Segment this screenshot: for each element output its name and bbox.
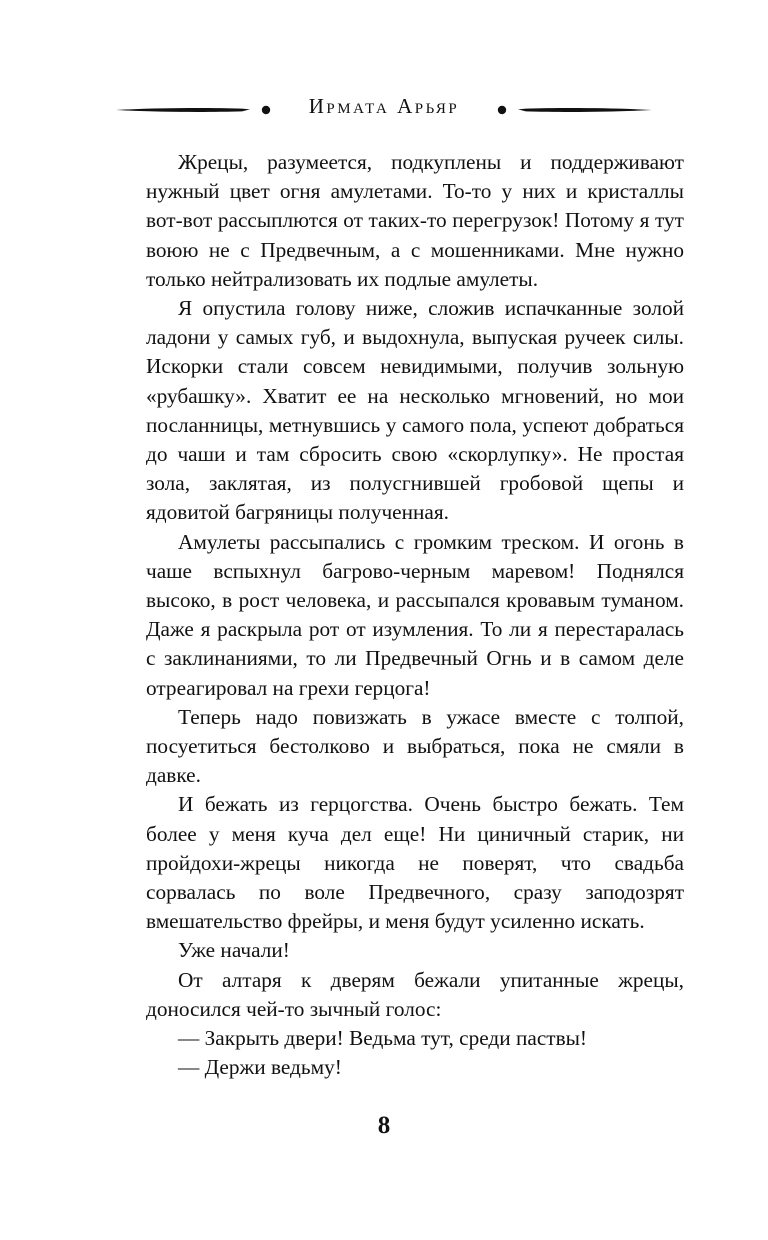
- paragraph: Уже начали!: [178, 938, 290, 963]
- paragraph: Теперь надо повизжать в ужасе вместе с толпой, посуетиться бестолково и выбраться, пока не смяли в давке.: [146, 704, 684, 788]
- header-title: Ирмата Арьяр: [308, 94, 460, 118]
- paragraph: Жрецы, разумеется, подкуплены и поддерживают нужный цвет огня амулетами. То-то у них и кристаллы вот-вот рассыплются от таких-то перегрузок! Потому я тут воюю не с Предвечным, а с мошенниками. Мне нужно только нейтрализовать их подлые амулеты.: [146, 150, 684, 291]
- paragraph: Я опустила голову ниже, сложив испачканные золой ладони у самых губ, и выдохнула, выпуская ручеек силы. Искорки стали совсем невидимыми, получив зольную «рубашку». Хватит ее на несколько мгновений, но мои посланницы, метнувшись у самого пола, успеют добраться до чаши и там сбросить свою «скорлупку». Не простая зола, заклятая, из полусгнившей гробовой щепы и ядовитой багряницы полученная.: [146, 296, 684, 525]
- body-text: [146, 148, 684, 1083]
- dialogue-line: — Держи ведьму!: [178, 1055, 342, 1080]
- right-ornament-icon: [492, 102, 652, 118]
- paragraph: Амулеты рассыпались с громким треском. И огонь в чаше вспыхнул багрово-черным маревом! Поднялся высоко, в рост человека, и рассыпался кровавым туманом. Даже я раскрыла рот от изумления. То ли я перестаралась с заклинаниями, то ли Предвечный Огнь и в самом деле отреагировал на грехи герцога!: [146, 529, 684, 700]
- page-number: 8: [377, 1112, 391, 1139]
- dialogue-line: — Закрыть двери! Ведьма тут, среди паствы!: [178, 1026, 588, 1051]
- paragraph: От алтаря к дверям бежали упитанные жрецы, доносился чей-то зычный голос:: [146, 967, 684, 1021]
- paragraph: И бежать из герцогства. Очень быстро бежать. Тем более у меня куча дел еще! Ни циничный старик, ни пройдохи-жрецы никогда не поверят, что свадьба сорвалась по воле Предвечного, сразу заподозрят вмешательство фрейры, и меня будут усиленно искать.: [146, 792, 684, 934]
- running-header: [116, 92, 652, 128]
